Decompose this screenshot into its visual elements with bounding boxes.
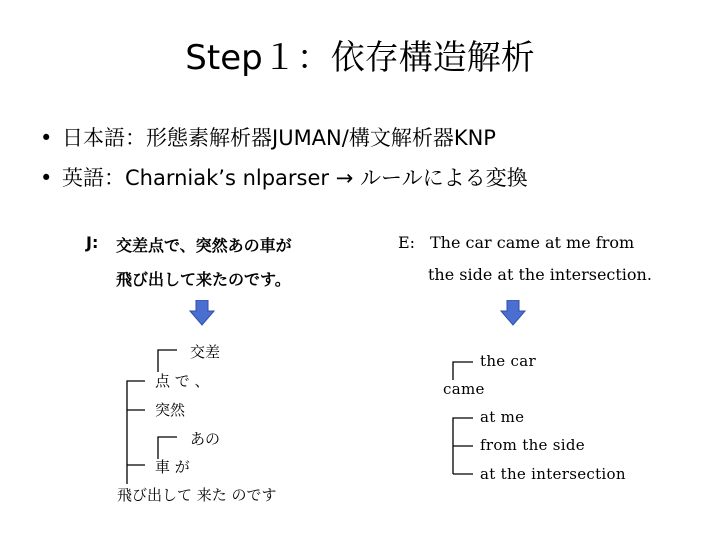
jp-tree-node: 点 で 、 bbox=[155, 372, 210, 390]
jp-tree-node: あの bbox=[190, 430, 221, 448]
japanese-sentence-line1: 交差点で、突然あの車が bbox=[116, 236, 292, 255]
bullet-text: 日本語：形態素解析器JUMAN/構文解析器KNP bbox=[62, 126, 496, 150]
english-sentence-line1: The car came at me from bbox=[430, 233, 635, 252]
jp-tree-root: 飛び出して 来た のです bbox=[117, 486, 277, 504]
japanese-sentence-line2: 飛び出して来たのです。 bbox=[116, 270, 291, 289]
bullet-dot-icon: • bbox=[40, 166, 53, 190]
english-label: E: bbox=[398, 233, 416, 252]
jp-tree-node: 車 が bbox=[155, 458, 190, 476]
en-tree-node: the car bbox=[480, 352, 536, 370]
slide-title: Step１：依存構造解析 bbox=[185, 38, 535, 78]
en-tree-root: came bbox=[443, 380, 485, 398]
en-tree-node: at the intersection bbox=[480, 465, 626, 483]
bullet-text: 英語：Charniak’s nlparser → ルールによる変換 bbox=[62, 166, 528, 190]
japanese-label: J: bbox=[86, 233, 99, 252]
bullet-dot-icon: • bbox=[40, 126, 53, 150]
jp-tree-node: 交差 bbox=[190, 343, 221, 361]
jp-tree-node: 突然 bbox=[155, 401, 186, 419]
english-sentence-line2: the side at the intersection. bbox=[428, 265, 652, 284]
en-tree-node: at me bbox=[480, 408, 525, 426]
en-tree-node: from the side bbox=[480, 436, 585, 454]
